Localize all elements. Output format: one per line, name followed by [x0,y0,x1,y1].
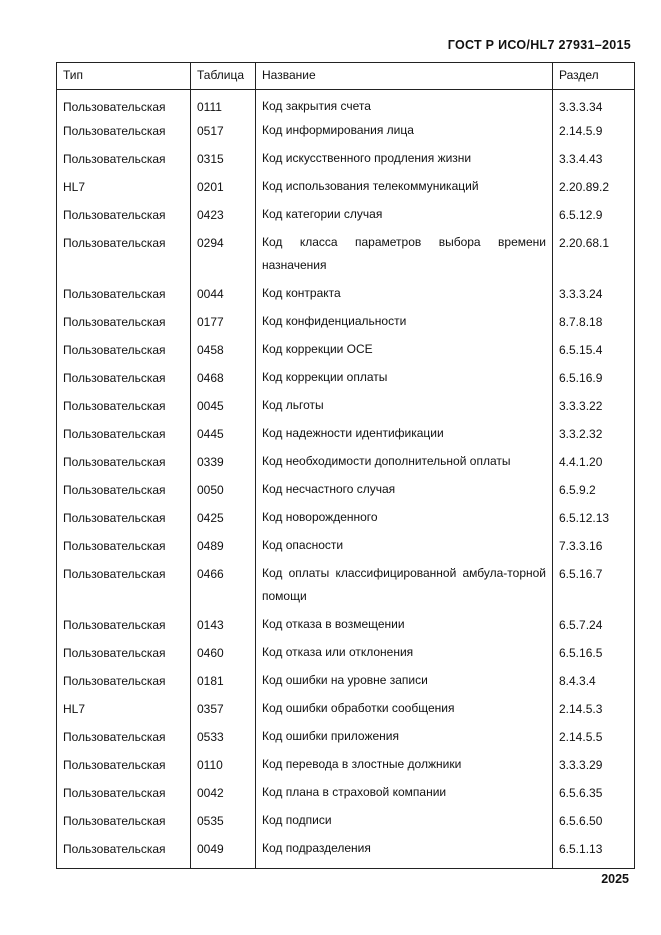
header-row [57,63,635,90]
table-number-cell: 0339 [191,450,256,478]
name-cell: Код закрытия счета [256,90,553,120]
type-cell: Пользовательская [57,534,191,562]
table-row [57,310,635,338]
name-cell: Код необходимости дополнительной оплаты [256,450,553,478]
table-number-cell: 0201 [191,175,256,203]
type-cell: Пользовательская [57,809,191,837]
section-cell: 2.14.5.5 [553,725,635,753]
type-cell: HL7 [57,697,191,725]
section-cell: 6.5.6.35 [553,781,635,809]
name-cell: Код использования телекоммуникаций [256,175,553,203]
table-number-cell: 0110 [191,753,256,781]
table-number-cell: 0042 [191,781,256,809]
section-cell: 8.4.3.4 [553,669,635,697]
name-cell: Код подписи [256,809,553,837]
section-cell: 6.5.1.13 [553,837,635,869]
table-number-cell: 0050 [191,478,256,506]
column-header-type: Тип [57,63,191,90]
name-cell: Код плана в страховой компании [256,781,553,809]
table-number-cell: 0049 [191,837,256,869]
type-cell: Пользовательская [57,506,191,534]
type-cell: Пользовательская [57,231,191,282]
name-cell: Код подразделения [256,837,553,869]
table-row [57,669,635,697]
name-cell: Код конфиденциальности [256,310,553,338]
name-cell: Код класса параметров выбора времени назначения [256,231,553,282]
table-number-cell: 0294 [191,231,256,282]
section-cell: 2.20.89.2 [553,175,635,203]
table-row [57,506,635,534]
name-cell: Код отказа или отклонения [256,641,553,669]
table-row [57,175,635,203]
table-row [57,781,635,809]
section-cell: 3.3.4.43 [553,147,635,175]
section-cell: 6.5.7.24 [553,613,635,641]
section-cell: 8.7.8.18 [553,310,635,338]
type-cell: Пользовательская [57,338,191,366]
section-cell: 6.5.16.7 [553,562,635,613]
table-row [57,119,635,147]
table-number-cell: 0445 [191,422,256,450]
table-number-cell: 0045 [191,394,256,422]
name-cell: Код ошибки на уровне записи [256,669,553,697]
column-header-section: Раздел [553,63,635,90]
type-cell: Пользовательская [57,203,191,231]
type-cell: Пользовательская [57,478,191,506]
document-code: ГОСТ Р ИСО/HL7 27931–2015 [447,38,631,52]
name-cell: Код отказа в возмещении [256,613,553,641]
section-cell: 6.5.9.2 [553,478,635,506]
table-row [57,422,635,450]
table-row [57,562,635,613]
table-number-cell: 0466 [191,562,256,613]
name-cell: Код перевода в злостные должники [256,753,553,781]
type-cell: Пользовательская [57,119,191,147]
table-body [57,90,635,869]
type-cell: Пользовательская [57,562,191,613]
section-cell: 6.5.12.13 [553,506,635,534]
name-cell: Код контракта [256,282,553,310]
name-cell: Код ошибки приложения [256,725,553,753]
name-cell: Код коррекции ОСЕ [256,338,553,366]
name-cell: Код категории случая [256,203,553,231]
name-cell: Код оплаты классифицированной амбула-торной помощи [256,562,553,613]
type-cell: Пользовательская [57,781,191,809]
type-cell: Пользовательская [57,753,191,781]
name-cell: Код несчастного случая [256,478,553,506]
name-cell: Код опасности [256,534,553,562]
type-cell: Пользовательская [57,422,191,450]
column-header-name: Название [256,63,553,90]
table-row [57,338,635,366]
name-cell: Код коррекции оплаты [256,366,553,394]
type-cell: Пользовательская [57,613,191,641]
type-cell: Пользовательская [57,641,191,669]
table-number-cell: 0044 [191,282,256,310]
table-row [57,478,635,506]
section-cell: 2.14.5.3 [553,697,635,725]
name-cell: Код информирования лица [256,119,553,147]
type-cell: Пользовательская [57,725,191,753]
section-cell: 6.5.16.5 [553,641,635,669]
section-cell: 6.5.12.9 [553,203,635,231]
page-number: 2025 [601,872,629,886]
table-number-cell: 0460 [191,641,256,669]
table-number-cell: 0143 [191,613,256,641]
table-row [57,366,635,394]
type-cell: Пользовательская [57,450,191,478]
type-cell: Пользовательская [57,837,191,869]
type-cell: Пользовательская [57,310,191,338]
type-cell: Пользовательская [57,669,191,697]
table-number-cell: 0177 [191,310,256,338]
name-cell: Код искусственного продления жизни [256,147,553,175]
table-row [57,534,635,562]
type-cell: Пользовательская [57,366,191,394]
table-number-cell: 0315 [191,147,256,175]
section-cell: 2.14.5.9 [553,119,635,147]
table-number-cell: 0489 [191,534,256,562]
table-row [57,90,635,120]
type-cell: Пользовательская [57,90,191,120]
name-cell: Код ошибки обработки сообщения [256,697,553,725]
section-cell: 6.5.16.9 [553,366,635,394]
section-cell: 7.3.3.16 [553,534,635,562]
section-cell: 3.3.3.24 [553,282,635,310]
table-number-cell: 0458 [191,338,256,366]
name-cell: Код новорожденного [256,506,553,534]
section-cell: 6.5.6.50 [553,809,635,837]
table-number-cell: 0517 [191,119,256,147]
table-row [57,147,635,175]
section-cell: 3.3.2.32 [553,422,635,450]
section-cell: 3.3.3.29 [553,753,635,781]
type-cell: HL7 [57,175,191,203]
table-row [57,697,635,725]
name-cell: Код надежности идентификации [256,422,553,450]
table-row [57,753,635,781]
section-cell: 4.4.1.20 [553,450,635,478]
table-number-cell: 0533 [191,725,256,753]
type-cell: Пользовательская [57,394,191,422]
table-row [57,203,635,231]
table-number-cell: 0423 [191,203,256,231]
table-row [57,809,635,837]
table-row [57,231,635,282]
table-row [57,613,635,641]
table-row [57,282,635,310]
type-cell: Пользовательская [57,147,191,175]
table-number-cell: 0111 [191,90,256,120]
section-cell: 2.20.68.1 [553,231,635,282]
table-row [57,641,635,669]
name-cell: Код льготы [256,394,553,422]
table-number-cell: 0181 [191,669,256,697]
table-header [57,63,635,90]
table-number-cell: 0425 [191,506,256,534]
table-row [57,394,635,422]
table-number-cell: 0468 [191,366,256,394]
section-cell: 6.5.15.4 [553,338,635,366]
table-row [57,725,635,753]
type-cell: Пользовательская [57,282,191,310]
table-row [57,837,635,869]
code-table [56,62,635,869]
column-header-table: Таблица [191,63,256,90]
table-row [57,450,635,478]
table-number-cell: 0535 [191,809,256,837]
section-cell: 3.3.3.22 [553,394,635,422]
section-cell: 3.3.3.34 [553,90,635,120]
table-number-cell: 0357 [191,697,256,725]
